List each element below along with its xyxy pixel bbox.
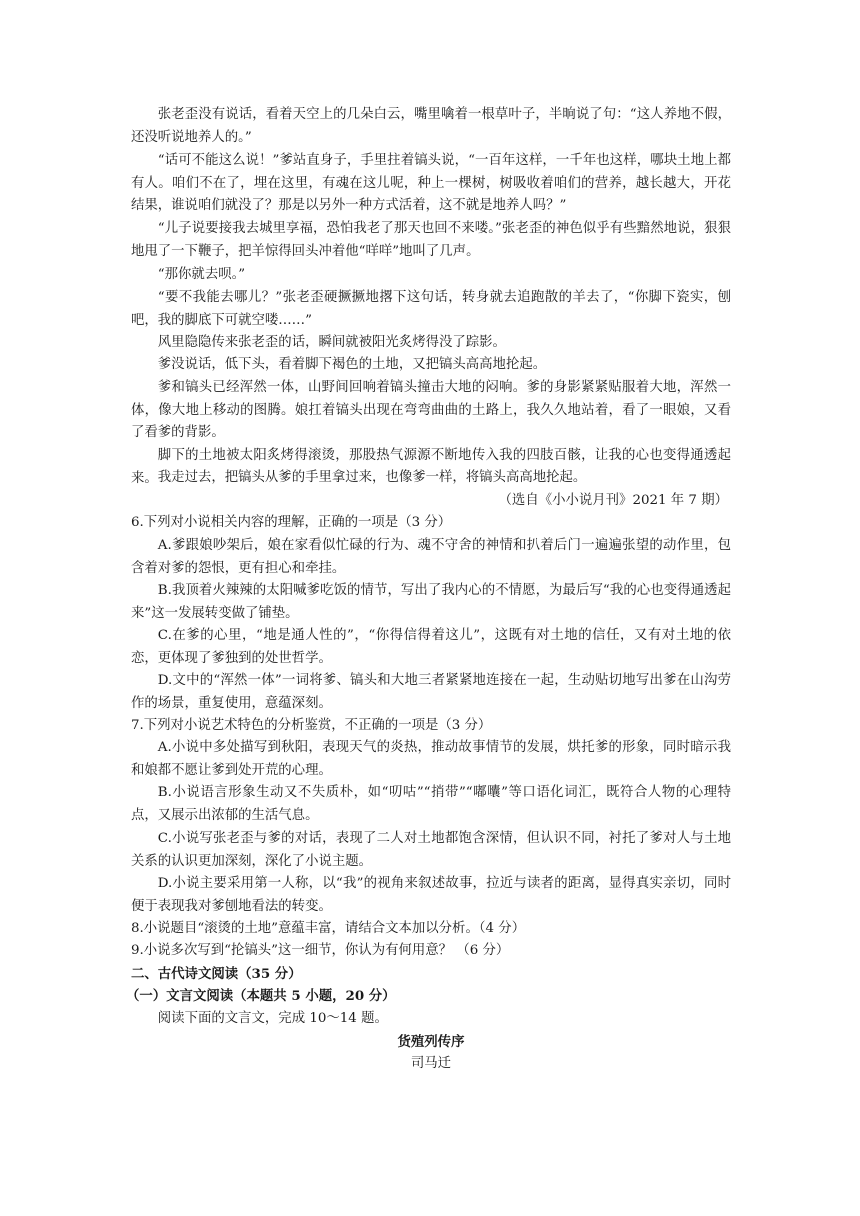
question-7-option-d: D.小说主要采用第一人称，以“我”的视角来叙述故事，拉近与读者的距离，显得真实亲切，同时便于表现我对爹刨地看法的转变。 — [131, 876, 731, 914]
question-6-stem: 6.下列对小说相关内容的理解，正确的一项是（3 分） — [131, 515, 452, 530]
question-9: 9.小说多次写到“抡镐头”这一细节，你认为有何用意？ （6 分） — [131, 943, 510, 958]
story-paragraph: 爹没说话，低下头，看着脚下褐色的土地，又把镐头高高地抡起。 — [157, 357, 547, 372]
story-paragraph: 风里隐隐传来张老歪的话，瞬间就被阳光炙烤得没了踪影。 — [157, 335, 506, 350]
story-paragraph: “那你就去呗。” — [157, 267, 246, 282]
story-paragraph: “话可不能这么说！”爹站直身子，手里拄着镐头说，“一百年这样，一千年也这样，哪块土地上都有人。咱们不在了，埋在这里，有魂在这儿呢，种上一棵树，树吸收着咱们的营养，越长越大，开花结果，谁说咱们就没了？那是以另外一种方式活着，这不就是地养人吗？” — [131, 153, 731, 214]
section-heading: 二、古代诗文阅读（35 分） — [131, 966, 302, 982]
classical-text-title: 货殖列传序 — [397, 1034, 465, 1050]
question-6-option-c: C.在爹的心里，“地是通人性的”，“你得信得着这儿”，这既有对土地的信任，又有对土地的依恋，更体现了爹独到的处世哲学。 — [131, 628, 731, 666]
question-7-option-b: B.小说语言形象生动又不失质朴，如“叨咕”“捎带”“嘟囔”等口语化词汇，既符合人物的心理特点，又展示出浓郁的生活气息。 — [131, 785, 731, 823]
question-7-option-c: C.小说写张老歪与爹的对话，表现了二人对土地都饱含深情，但认识不同，衬托了爹对人与土地关系的认识更加深刻，深化了小说主题。 — [131, 831, 731, 869]
subsection-heading: （一）文言文阅读（本题共 5 小题，20 分） — [126, 988, 396, 1004]
story-paragraph: “要不我能去哪儿？”张老歪硬撅撅地撂下这句话，转身就去追跑散的羊去了，“你脚下瓷实，刨吧，我的脚底下可就空喽……” — [131, 290, 731, 328]
story-paragraph: 脚下的土地被太阳炙烤得滚烫，那股热气源源不断地传入我的四肢百骸，让我的心也变得通透起来。 — [131, 448, 731, 486]
question-6-option-d: D.文中的“浑然一体”一词将爹、镐头和大地三者紧紧地连接在一起，生动贴切地写出爹在山沟劳作的场景，重复使用，意蕴深刻。 — [131, 673, 731, 711]
story-paragraph: 张老歪没有说话，看着天空上的几朵白云，嘴里噙着一根草叶子，半晌说了句：“这人养地不假，还没听说地养人的。” — [131, 107, 731, 145]
question-7-option-a: A.小说中多处描写到秋阳，表现天气的炎热，推动故事情节的发展，烘托爹的形象，同时暗示我和娘都不愿让爹到处开荒的心理。 — [131, 740, 731, 778]
story-source: （选自《小小说月刊》2021 年 7 期） — [498, 493, 728, 508]
story-paragraph: 我走过去，把镐头从爹的手里拿过来，也像爹一样，将镐头高高地抡起。 — [157, 470, 587, 485]
question-6-option-b: B.我顶着火辣辣的太阳喊爹吃饭的情节，写出了我内心的不情愿，为最后写“我的心也变得通透起来”这一发展转变做了铺垫。 — [131, 583, 731, 621]
question-6-option-a: A.爹跟娘吵架后，娘在家看似忙碌的行为、魂不守舍的神情和扒着后门一遍遍张望的动作里，包含着对爹的怨恨，更有担心和牵挂。 — [131, 538, 731, 576]
story-paragraph: 爹和镐头已经浑然一体，山野间回响着镐头撞击大地的闷响。爹的身影紧紧贴服着大地，浑然一体，像大地上移动的图腾。娘扛着镐头出现在弯弯曲曲的土路上，我久久地站着，看了一眼娘，又看了看爹的背影。 — [131, 380, 731, 441]
story-paragraph: “儿子说要接我去城里享福，恐怕我老了那天也回不来喽。”张老歪的神色似乎有些黯然地说，狠狠地甩了一下鞭子，把羊惊得回头冲着他“咩咩”地叫了几声。 — [131, 221, 731, 259]
question-8: 8.小说题目“滚烫的土地”意蕴丰富，请结合文本加以分析。（4 分） — [131, 921, 526, 936]
question-7-stem: 7.下列对小说艺术特色的分析鉴赏，不正确的一项是（3 分） — [131, 718, 492, 733]
instruction-text: 阅读下面的文言文，完成 10～14 题。 — [157, 1011, 388, 1026]
classical-text-author: 司马迁 — [410, 1056, 452, 1071]
